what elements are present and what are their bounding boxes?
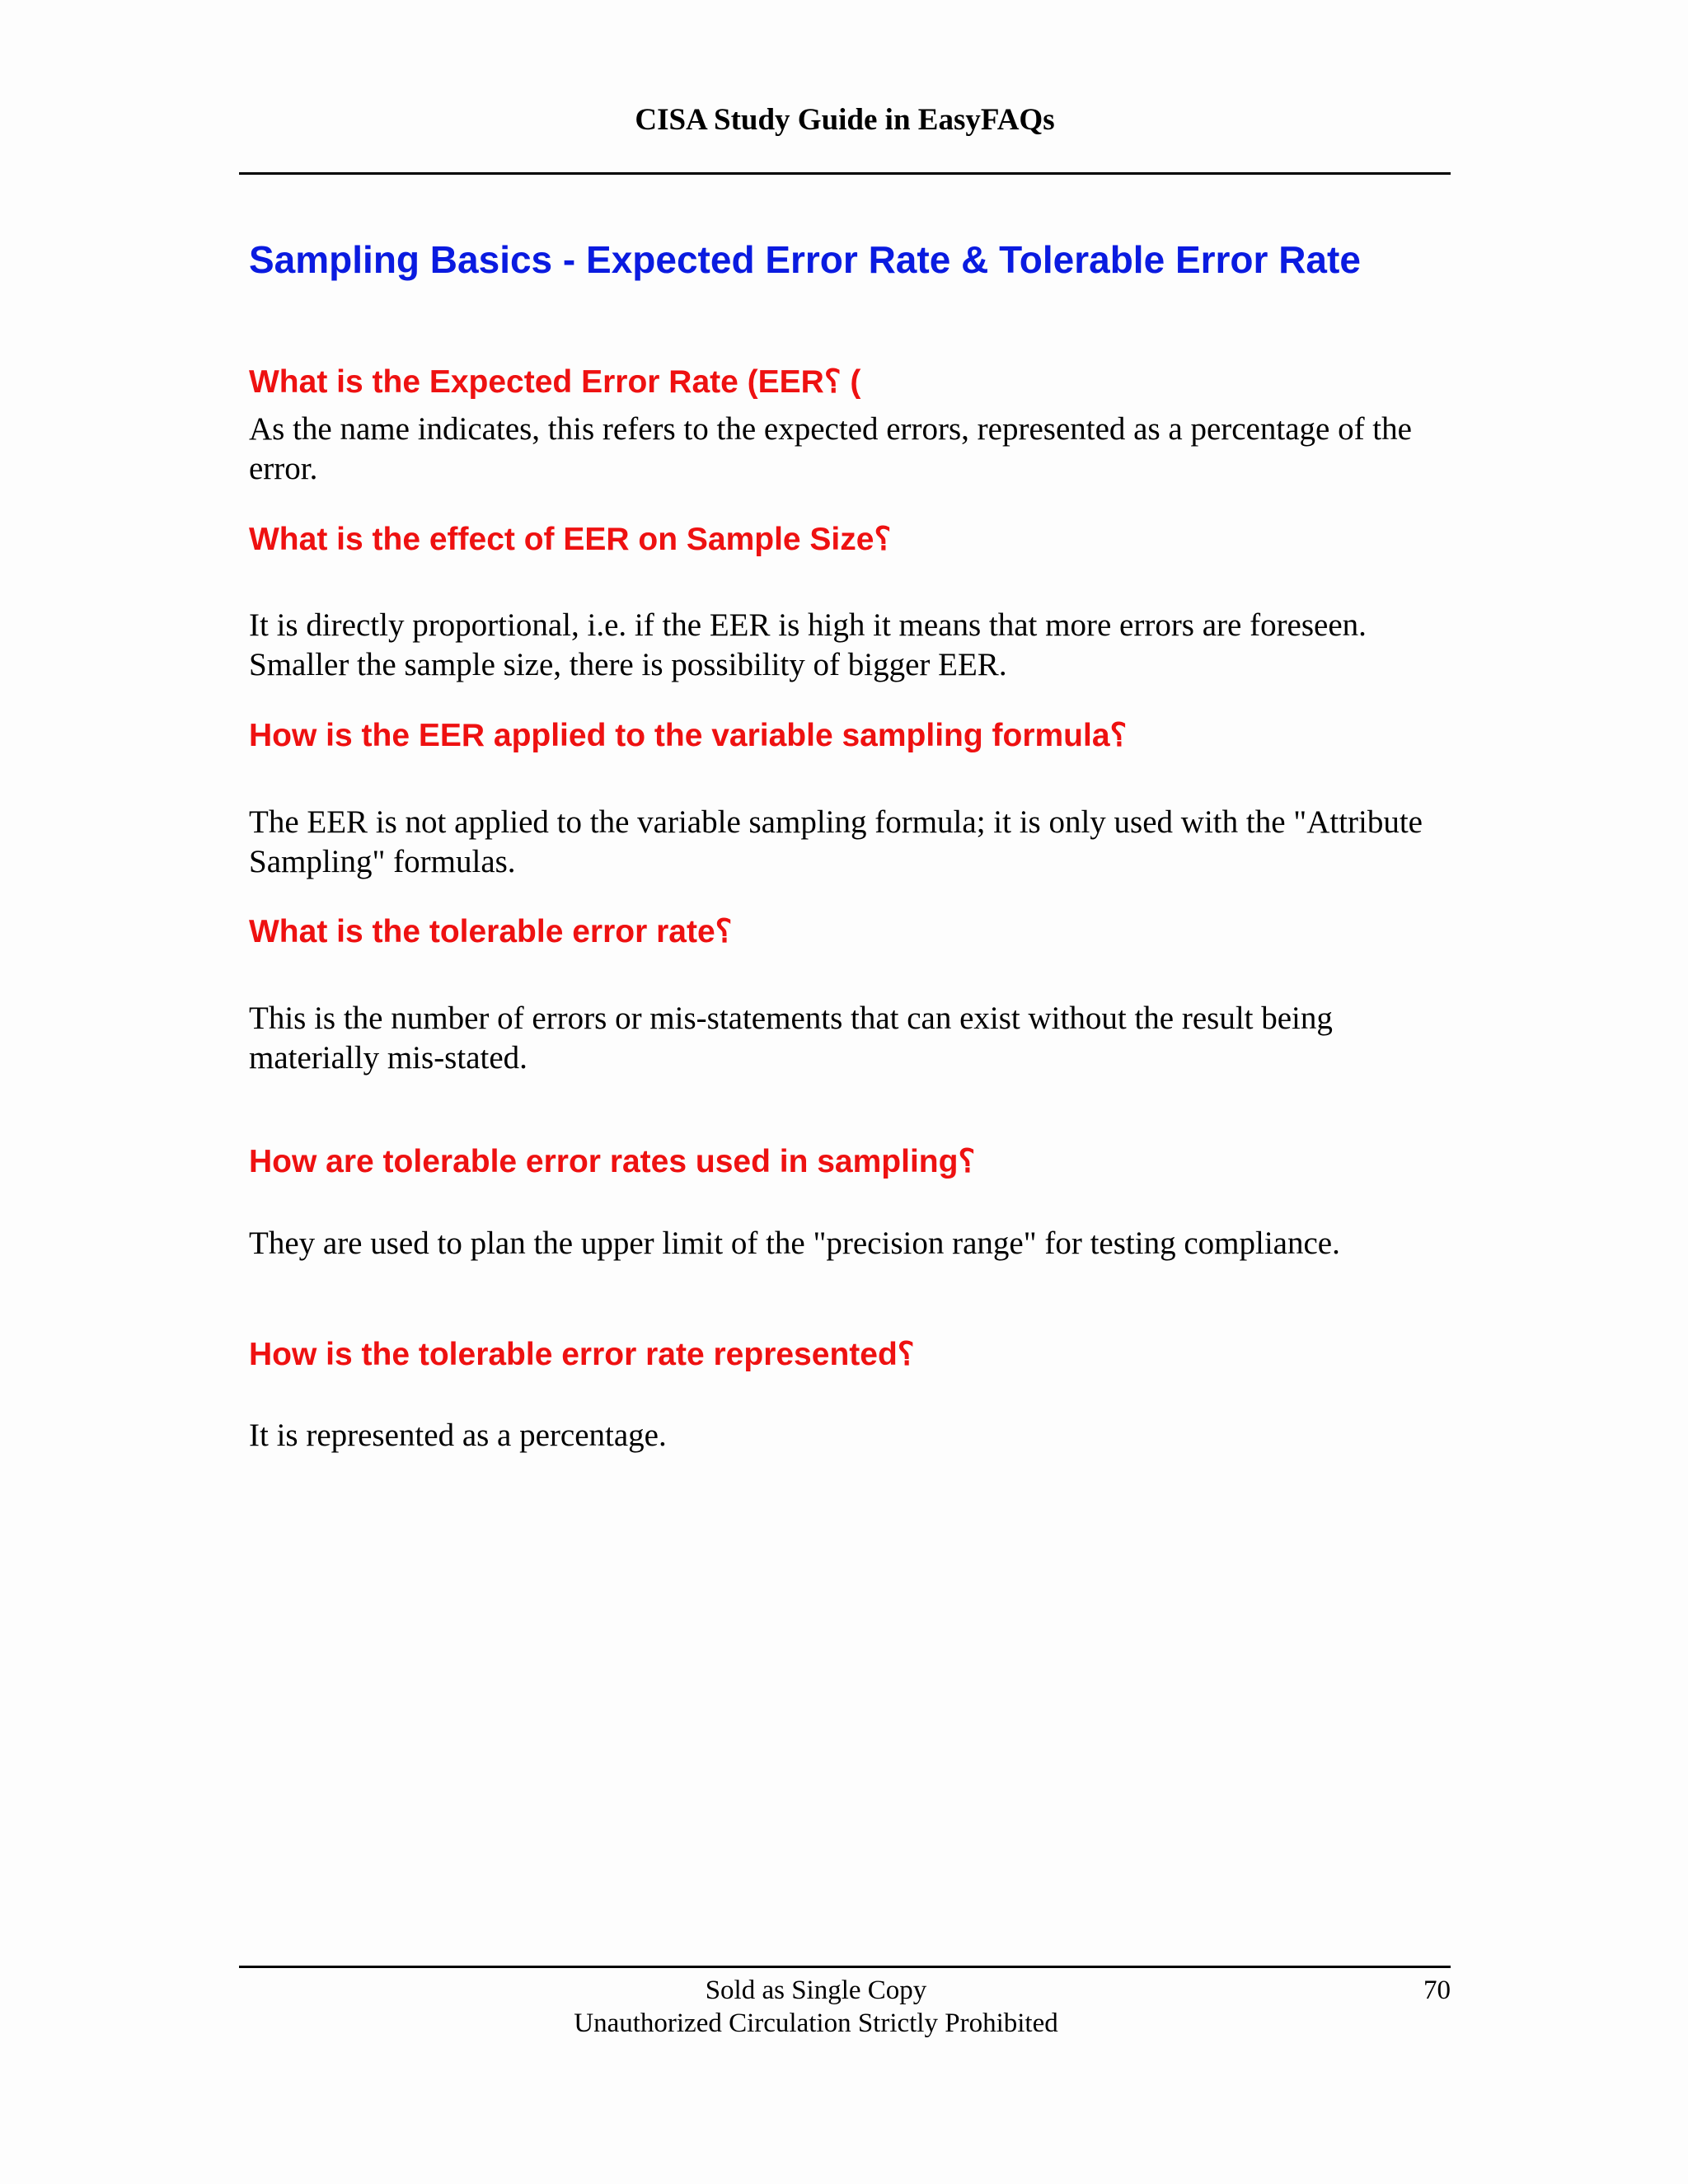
faq-answer-tolerable-rate-representation: It is represented as a percentage. <box>249 1418 667 1453</box>
footer-circulation-notice: Unauthorized Circulation Strictly Prohibited <box>574 2008 1058 2038</box>
page-number: 70 <box>1423 1975 1451 2005</box>
faq-answer-eer-variable-sampling: The EER is not applied to the variable sampling formula; it is only used with the "Attribute Sampling" formulas. <box>249 804 1423 879</box>
footer-divider <box>239 1966 1451 1968</box>
faq-answer-tolerable-rates-usage: They are used to plan the upper limit of the "precision range" for testing compliance. <box>249 1226 1340 1261</box>
faq-question-eer-sample-size: What is the effect of EER on Sample Size؟ <box>249 522 892 557</box>
header-divider <box>239 172 1451 175</box>
faq-question-tolerable-rates-usage: How are tolerable error rates used in sampling؟ <box>249 1144 976 1179</box>
faq-answer-tolerable-error-rate: This is the number of errors or mis-statements that can exist without the result being materially mis-stated. <box>249 1001 1333 1076</box>
faq-question-eer-definition: What is the Expected Error Rate (EER؟ ( <box>249 364 861 400</box>
faq-answer-eer-sample-size: It is directly proportional, i.e. if the EER is high it means that more errors are foreseen. Smaller the sample size, there is possibility of bigger EER. <box>249 607 1367 682</box>
footer-copy-notice: Sold as Single Copy <box>705 1975 927 2005</box>
faq-question-tolerable-error-rate: What is the tolerable error rate؟ <box>249 914 733 949</box>
section-title: Sampling Basics - Expected Error Rate & Tolerable Error Rate <box>249 238 1361 281</box>
running-header: CISA Study Guide in EasyFAQs <box>635 103 1055 137</box>
faq-question-tolerable-rate-representation: How is the tolerable error rate represented؟ <box>249 1337 915 1372</box>
faq-question-eer-variable-sampling: How is the EER applied to the variable sampling formula؟ <box>249 718 1128 753</box>
faq-answer-eer-definition: As the name indicates, this refers to the expected errors, represented as a percentage of the error. <box>249 411 1412 486</box>
